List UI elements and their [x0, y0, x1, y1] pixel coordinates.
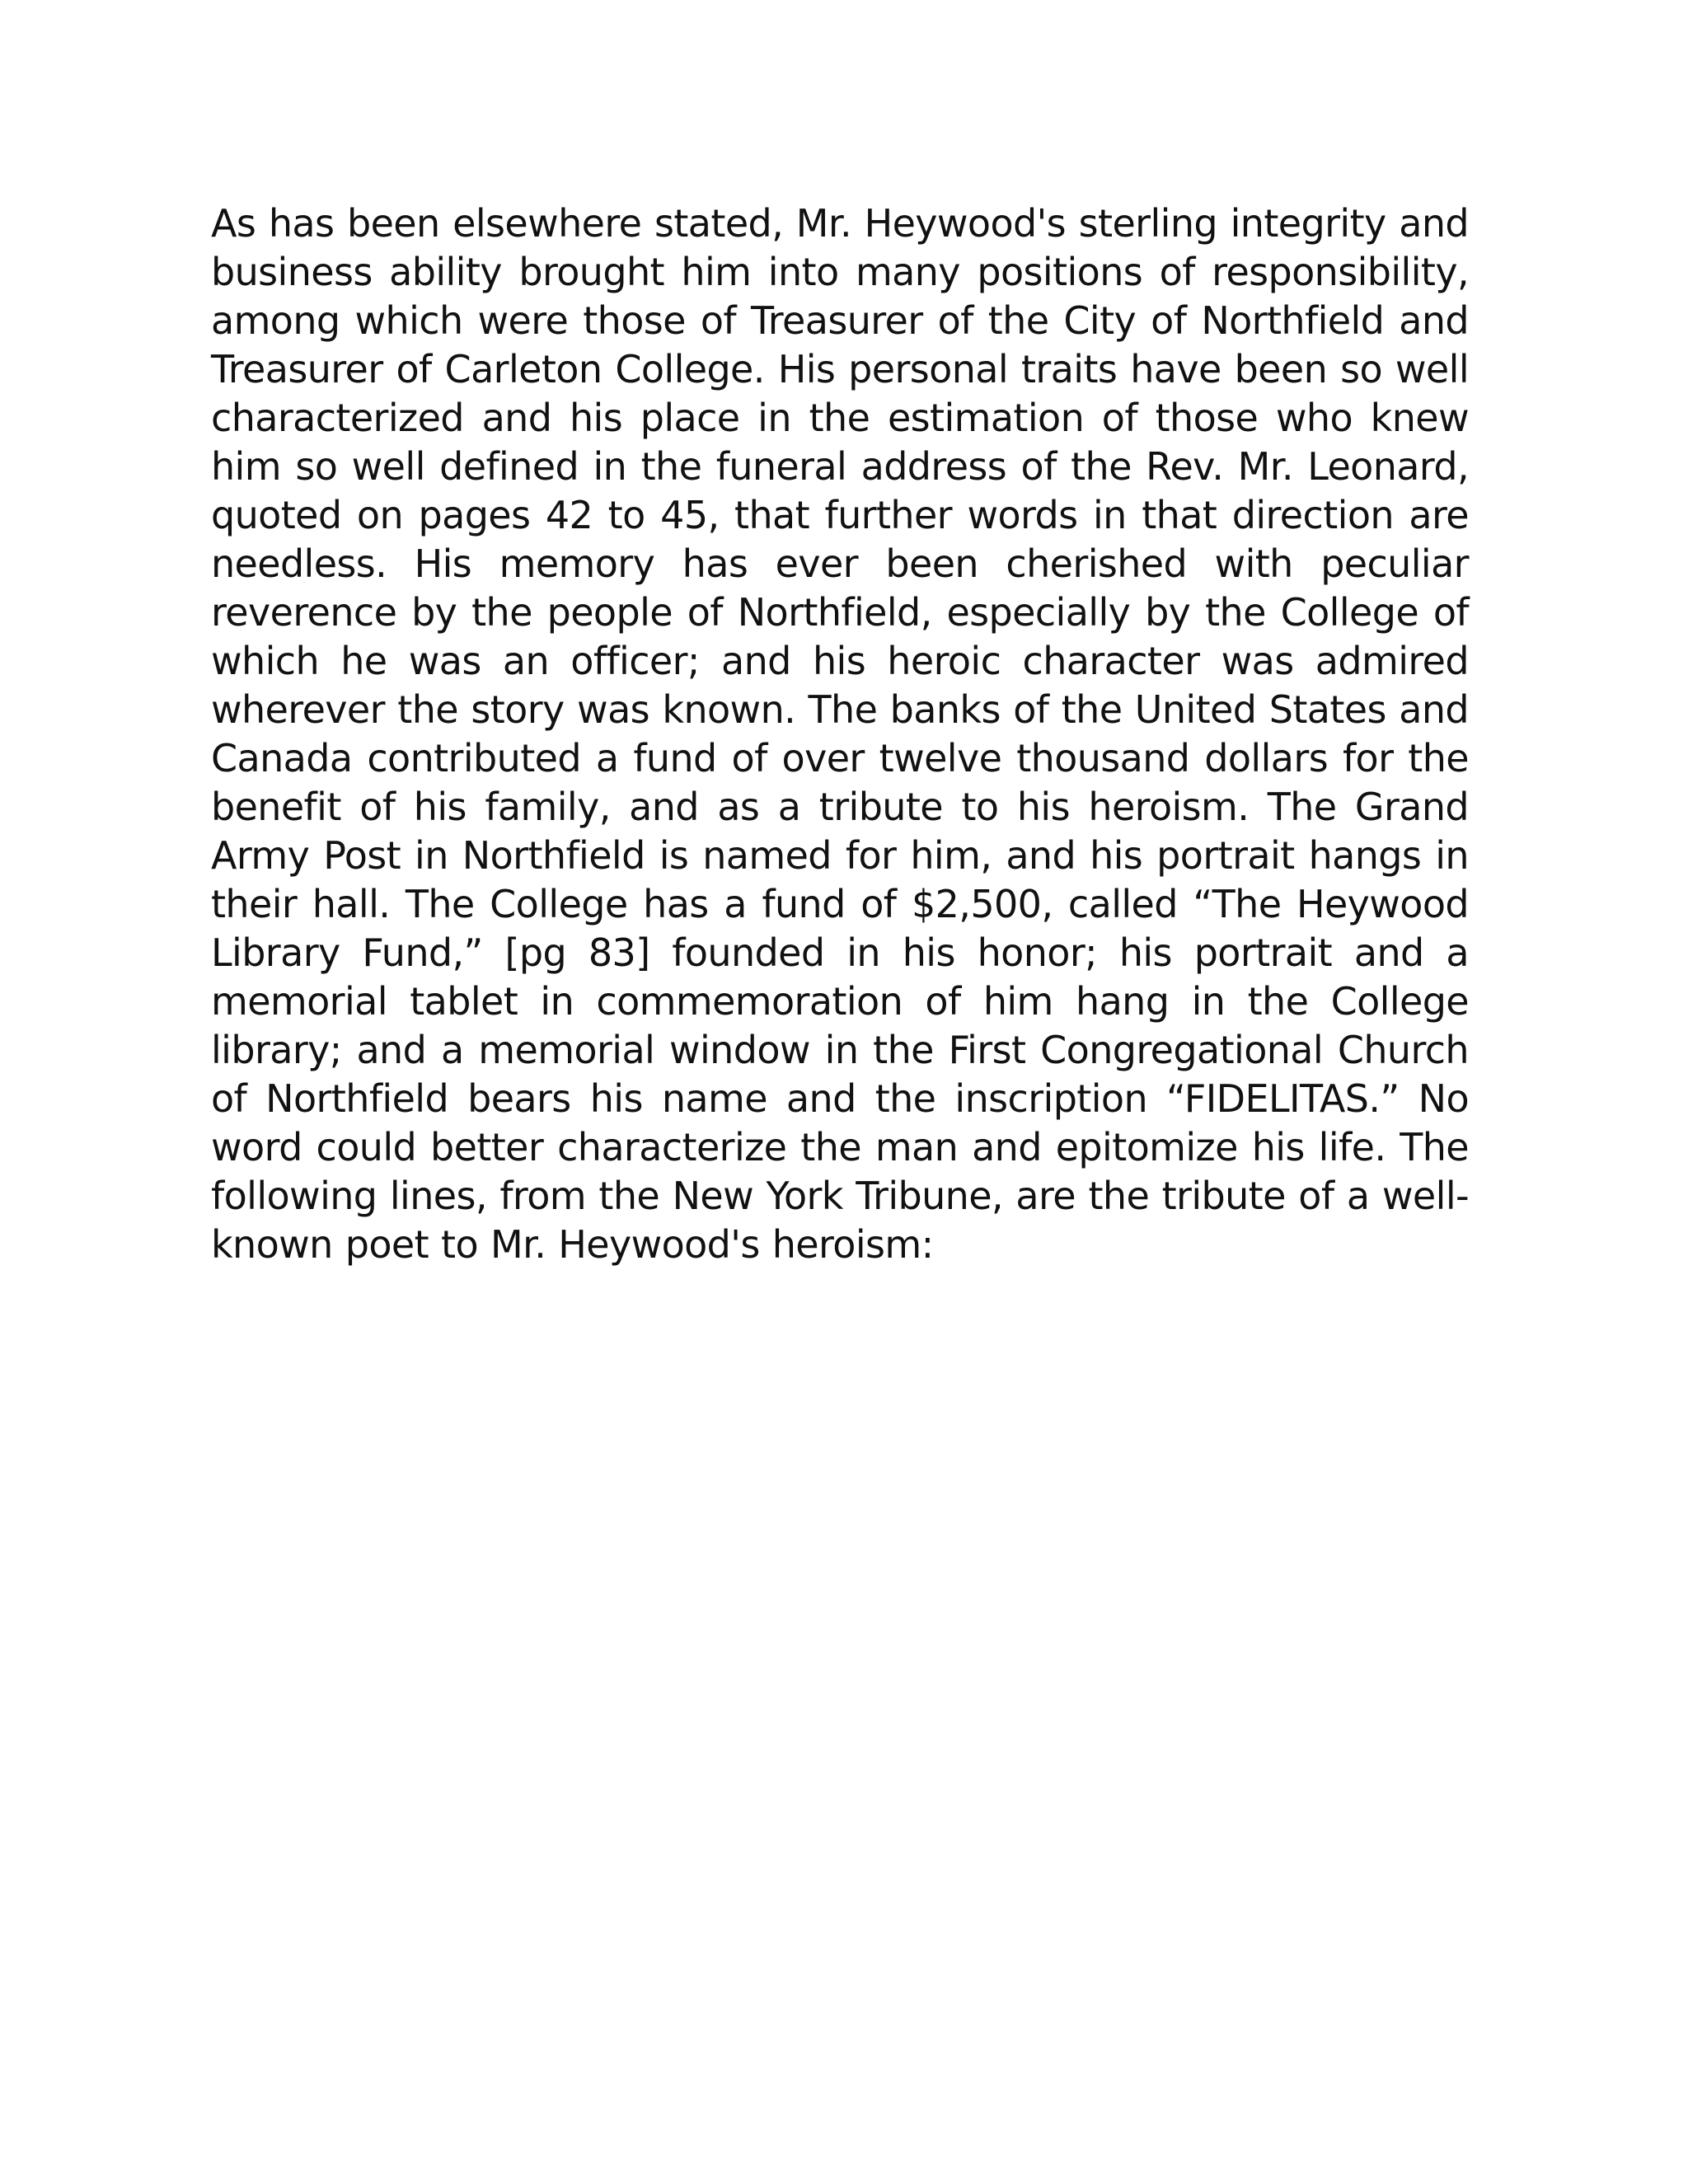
- body-paragraph: As has been elsewhere stated, Mr. Heywood's sterling integrity and business ability brought him into many positions of responsibility, among which were those of Treasurer of the City of Northfield and Treasurer of Carleton College. His personal traits have been so well characterized and his place in the estimation of those who knew him so well defined in the funeral address of the Rev. Mr. Leonard, quoted on pages 42 to 45, that further words in that direction are needless. His memory has ever been cherished with peculiar reverence by the people of Northfield, especially by the College of which he was an officer; and his heroic character was admired wherever the story was known. The banks of the United States and Canada contributed a fund of over twelve thousand dollars for the benefit of his family, and as a tribute to his heroism. The Grand Army Post in Northfield is named for him, and his portrait hangs in their hall. The College has a fund of $2,500, called “The Heywood Library Fund,” [pg 83] founded in his honor; his portrait and a memorial tablet in commemoration of him hang in the College library; and a memorial window in the First Congregational Church of Northfield bears his name and the inscription “FIDELITAS.” No word could better characterize the man and epitomize his life. The following lines, from the New York Tribune, are the tribute of a well-known poet to Mr. Heywood's heroism:: [211, 201, 1469, 1267]
